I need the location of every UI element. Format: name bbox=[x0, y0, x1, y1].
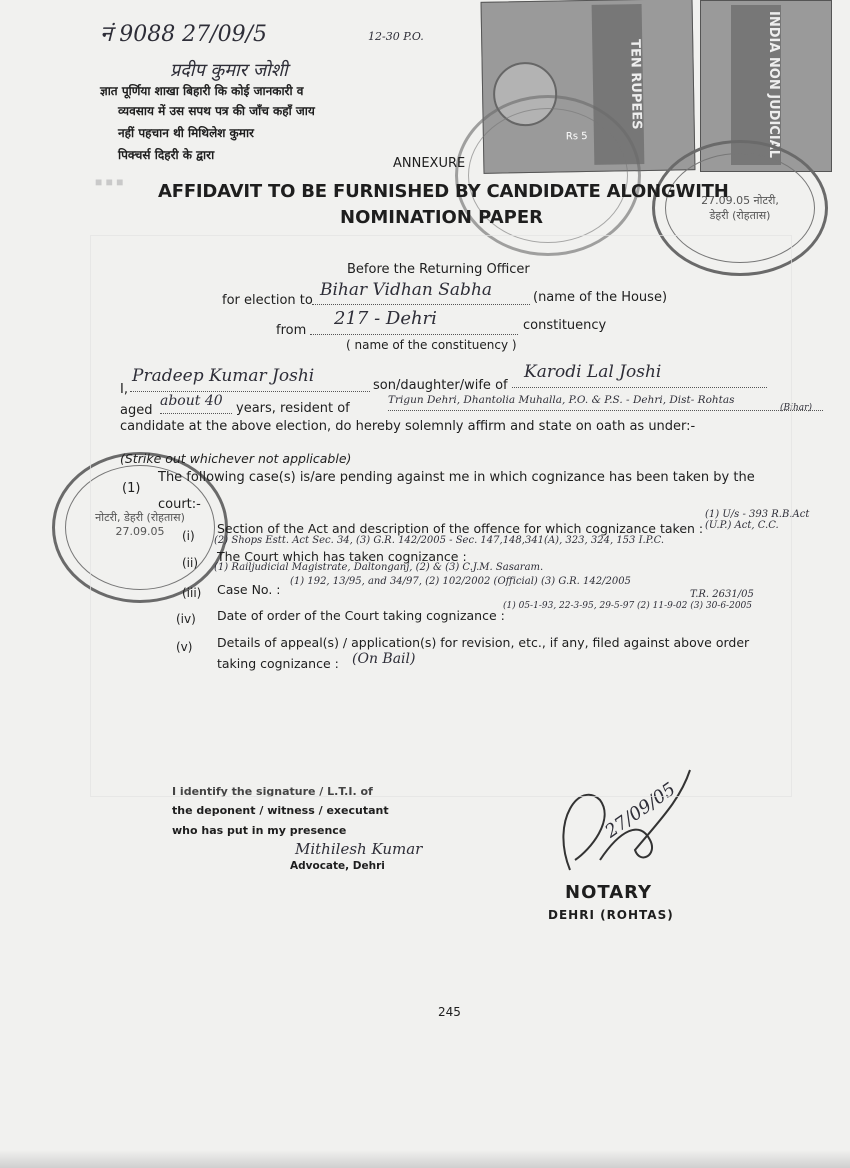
affidavit-subtitle: NOMINATION PAPER bbox=[340, 207, 544, 228]
constituency-prefix: from bbox=[276, 323, 307, 338]
subitem-number: (iv) bbox=[176, 612, 196, 626]
relation-label: son/daughter/wife of bbox=[373, 378, 508, 393]
time-note: 12-30 P.O. bbox=[368, 30, 424, 43]
subitem-hand: (1) 05-1-93, 22-3-95, 29-5-97 (2) 11-9-02 (3) 30-6-2005 bbox=[503, 601, 753, 611]
identify-line: I identify the signature / L.T.I. of bbox=[172, 785, 373, 798]
subitem-text: taking cognizance : bbox=[217, 656, 339, 671]
stamp-paper-text-right: INDIA NON JUDICIAL bbox=[731, 5, 781, 165]
election-prefix: for election to bbox=[222, 293, 313, 308]
subitem-number: (i) bbox=[182, 529, 195, 543]
bleed-through-table bbox=[90, 235, 792, 797]
notary-label: NOTARY bbox=[565, 882, 653, 903]
subitem-text: Date of order of the Court taking cognizance : bbox=[217, 608, 505, 623]
residence-value-2: (Bihar) bbox=[780, 403, 812, 413]
hindi-line-3: व्यवसाय में उस सपथ पत्र की जाँच कहाँ जाय bbox=[118, 104, 315, 118]
hindi-line-2: ज्ञात पूर्णिया शाखा बिहारी कि कोई जानकारी व bbox=[100, 84, 304, 98]
parent-name: Karodi Lal Joshi bbox=[524, 362, 662, 382]
advocate-signature: Mithilesh Kumar bbox=[295, 840, 423, 858]
subitem-hand: (2) Shops Estt. Act Sec. 34, (3) G.R. 142/2005 - Sec. 147,148,341(A), 323, 324, 153 I.P.C. bbox=[214, 535, 665, 546]
subitem-number: (iii) bbox=[182, 586, 202, 600]
constituency-suffix: constituency bbox=[523, 318, 607, 333]
hindi-line-5: पिक्चर्स दिहरी के द्वारा bbox=[118, 148, 215, 162]
notary-place: DEHRI (ROHTAS) bbox=[548, 908, 674, 922]
election-value: Bihar Vidhan Sabha bbox=[320, 280, 493, 300]
subitem-hand: T.R. 2631/05 bbox=[690, 589, 754, 600]
notary-seal-center bbox=[455, 95, 641, 256]
subitem-hand: (On Bail) bbox=[352, 651, 416, 667]
hindi-line-4: नहीं पहचान थी मिथिलेश कुमार bbox=[118, 126, 254, 140]
affidavit-title: AFFIDAVIT TO BE FURNISHED BY CANDIDATE ALONGWITH bbox=[158, 181, 729, 202]
strike-note: (Strike out whichever not applicable) bbox=[120, 451, 352, 466]
declarant-i: I, bbox=[120, 382, 128, 397]
years-label: years, resident of bbox=[236, 401, 350, 416]
stamp-value: Rs 5 bbox=[565, 131, 588, 143]
item-1-number: (1) bbox=[122, 481, 141, 496]
subitem-text: Details of appeal(s) / application(s) for revision, etc., if any, filed against above order bbox=[217, 635, 750, 650]
bleed-through-text: ■ ■ ■ bbox=[95, 175, 124, 189]
deponent-line: the deponent / witness / executant bbox=[172, 804, 389, 817]
aged-label: aged bbox=[120, 403, 153, 418]
subitem-hand: (1) U/s - 393 R.B.Act (U.P.) Act, C.C. bbox=[705, 509, 810, 531]
scan-edge bbox=[0, 1150, 850, 1168]
item-1-text: The following case(s) is/are pending against me in which cognizance has been taken by the bbox=[158, 470, 755, 485]
age-value: about 40 bbox=[160, 393, 223, 409]
election-suffix: (name of the House) bbox=[533, 290, 668, 305]
stamp-paper-text: TEN RUPEES bbox=[592, 4, 645, 165]
notary-date-signature: 27/09/05 bbox=[601, 778, 680, 843]
page-number: 245 bbox=[438, 1005, 461, 1019]
annexure-label: ANNEXURE bbox=[393, 156, 466, 171]
declarant-name: Pradeep Kumar Joshi bbox=[132, 366, 315, 386]
residence-value: Trigun Dehri, Dhantolia Muhalla, P.O. & P.S. - Dehri, Dist- Rohtas bbox=[388, 394, 735, 406]
subitem-text: Section of the Act and description of the offence for which cognizance taken : bbox=[217, 521, 704, 536]
presence-line: who has put in my presence bbox=[172, 824, 347, 837]
subitem-number: (ii) bbox=[182, 556, 199, 570]
seal-left-text: नोटरी, डेहरी (रोहतास) 27.09.05 bbox=[95, 511, 185, 538]
subitem-hand: (1) 192, 13/95, and 34/97, (2) 102/2002 (Official) (3) G.R. 142/2005 bbox=[290, 576, 631, 587]
seal-right-text: 27.09.05 नोटरी, डेहरी (रोहतास) bbox=[701, 194, 779, 222]
oath-statement: candidate at the above election, do hereby solemnly affirm and state on oath as under:- bbox=[120, 419, 696, 434]
advocate-line: Advocate, Dehri bbox=[290, 860, 385, 872]
serial-note: नं 9088 27/09/5 bbox=[100, 22, 267, 47]
subitem-text: The Court which has taken cognizance : bbox=[217, 549, 467, 564]
constituency-value: 217 - Dehri bbox=[334, 308, 437, 329]
subitem-hand: (1) Railjudicial Magistrate, Daltonganj, (2) & (3) C.J.M. Sasaram. bbox=[214, 562, 544, 573]
returning-officer-line: Before the Returning Officer bbox=[347, 262, 530, 277]
subitem-text: Case No. : bbox=[217, 582, 281, 597]
subitem-number: (v) bbox=[176, 640, 193, 654]
constituency-caption: ( name of the constituency ) bbox=[346, 338, 517, 352]
hindi-name-note: प्रदीप कुमार जोशी bbox=[170, 60, 288, 81]
item-1-text-2: court:- bbox=[158, 497, 201, 512]
